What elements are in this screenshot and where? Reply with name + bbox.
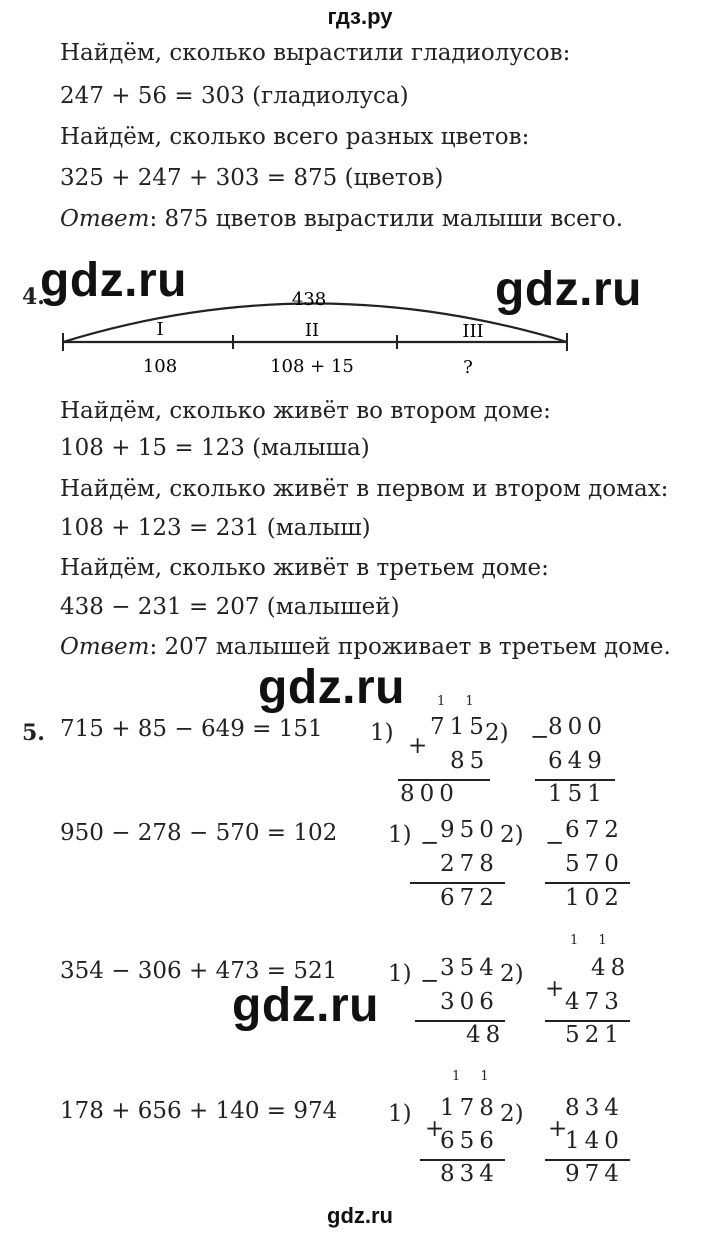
- task3-line-1: Найдём, сколько вырастили гладиолусов:: [60, 40, 571, 66]
- column-label: 1): [370, 720, 394, 746]
- site-header: гдз.ру: [327, 4, 393, 29]
- column-bottom: 649: [548, 748, 607, 774]
- answer-label: Ответ: [60, 634, 150, 660]
- task3-line-4: 325 + 247 + 303 = 875 (цветов): [60, 165, 444, 191]
- column-top: 354: [440, 955, 499, 981]
- operation-sign: +: [545, 976, 565, 1002]
- column-label: 2): [485, 720, 509, 746]
- column-top: 800: [548, 714, 607, 740]
- column-label: 1): [388, 961, 412, 987]
- column-label: 2): [500, 822, 524, 848]
- column-bottom: 85: [450, 748, 490, 774]
- carry-digits: 1 1: [452, 1069, 497, 1084]
- column-top: 950: [440, 817, 499, 843]
- column-top: 178: [440, 1095, 499, 1121]
- part-label: I: [156, 319, 164, 340]
- segment-diagram: [55, 275, 585, 385]
- example-expression: 178 + 656 + 140 = 974: [60, 1098, 338, 1124]
- task4-answer: [60, 634, 671, 660]
- column-bottom: 140: [565, 1128, 624, 1154]
- task3-line-3: Найдём, сколько всего разных цветов:: [60, 124, 530, 150]
- column-top: 48: [591, 955, 631, 981]
- operation-sign: −: [420, 968, 440, 994]
- operation-sign: −: [530, 724, 550, 750]
- column-bottom: 306: [440, 989, 499, 1015]
- column-bar: [545, 882, 630, 884]
- column-result: 974: [565, 1161, 624, 1187]
- part-value: 108 + 15: [270, 356, 354, 377]
- operation-sign: −: [420, 830, 440, 856]
- column-bottom: 656: [440, 1128, 499, 1154]
- task4-line-6: 438 − 231 = 207 (малышей): [60, 594, 400, 620]
- carry-digits: 1 1: [570, 933, 615, 948]
- column-result: 151: [548, 781, 607, 807]
- watermark: gdz.ru: [40, 254, 187, 307]
- site-footer: gdz.ru: [327, 1203, 393, 1228]
- task4-line-5: Найдём, сколько живёт в третьем доме:: [60, 555, 549, 581]
- part-value: 108: [142, 356, 178, 377]
- column-result: 48: [466, 1022, 506, 1048]
- answer-text: : 875 цветов вырастили малыши всего.: [149, 206, 624, 232]
- column-result: 672: [440, 885, 499, 911]
- total-label: 438: [291, 289, 327, 310]
- example-expression: 354 − 306 + 473 = 521: [60, 958, 338, 984]
- example-expression: 715 + 85 − 649 = 151: [60, 716, 323, 742]
- column-bottom: 278: [440, 851, 499, 877]
- column-top: 715: [430, 714, 489, 740]
- watermark: gdz.ru: [495, 263, 642, 316]
- task4-number: 4.: [22, 284, 45, 310]
- column-top: 672: [565, 817, 624, 843]
- column-result: 834: [440, 1161, 499, 1187]
- task4-line-2: 108 + 15 = 123 (малыша): [60, 435, 370, 461]
- column-result: 102: [565, 885, 624, 911]
- column-bottom: 473: [565, 989, 624, 1015]
- operation-sign: +: [425, 1116, 445, 1142]
- column-result: 521: [565, 1022, 624, 1048]
- column-label: 1): [388, 1101, 412, 1127]
- task4-line-1: Найдём, сколько живёт во втором доме:: [60, 398, 551, 424]
- task3-line-2: 247 + 56 = 303 (гладиолуса): [60, 83, 409, 109]
- column-label: 1): [388, 822, 412, 848]
- task5-number: 5.: [22, 720, 45, 746]
- column-bar: [410, 882, 505, 884]
- operation-sign: +: [408, 733, 428, 759]
- watermark: gdz.ru: [258, 661, 405, 714]
- column-top: 834: [565, 1095, 624, 1121]
- column-label: 2): [500, 961, 524, 987]
- column-bottom: 570: [565, 851, 624, 877]
- task4-line-3: Найдём, сколько живёт в первом и втором домах:: [60, 476, 669, 502]
- task3-answer: [60, 206, 623, 232]
- part-value: ?: [463, 357, 473, 378]
- carry-digits: 1 1: [437, 694, 482, 709]
- column-result: 800: [400, 781, 459, 807]
- operation-sign: +: [548, 1116, 568, 1142]
- operation-sign: −: [545, 830, 565, 856]
- watermark: gdz.ru: [232, 979, 379, 1032]
- answer-label: Ответ: [60, 206, 150, 232]
- part-label: II: [304, 320, 320, 341]
- example-expression: 950 − 278 − 570 = 102: [60, 820, 338, 846]
- task4-line-4: 108 + 123 = 231 (малыш): [60, 515, 371, 541]
- part-label: III: [462, 321, 484, 342]
- answer-text: : 207 малышей проживает в третьем доме.: [149, 634, 671, 660]
- column-label: 2): [500, 1101, 524, 1127]
